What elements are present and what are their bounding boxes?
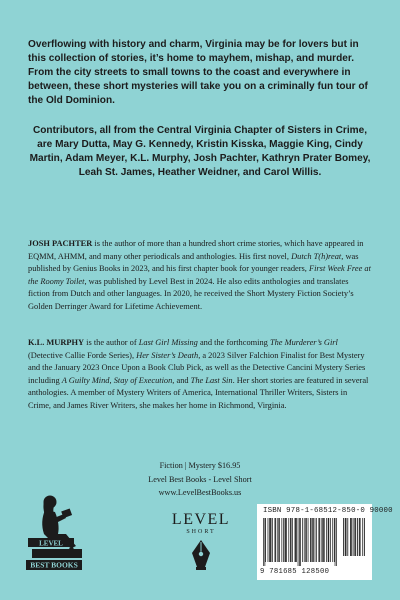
book-title: A Guilty Mind [61,375,110,385]
isbn-text: ISBN 978-1-68512-850-0 90000 [263,507,393,515]
blurb-text: Overflowing with history and charm, Virginia may be for lovers but in this collection of stories, it’s home to mayhem, mishap, and murder. From the city streets to small towns to the coast and everywhere in between, these short mysteries will take you on a criminally fun tour of the Old Dominion. [28,39,368,106]
bio-text: (Detective Callie Forde Series), [28,350,137,360]
woman-reading-on-books-icon [14,488,104,584]
pen-nib-icon [190,539,212,571]
imprint-logo [170,512,232,582]
author-bio-pachter [28,238,372,314]
book-title: Last Girl Missing [138,338,198,347]
author-name: K.L. MURPHY [28,338,85,347]
book-title: Dutch T(h)reat [291,251,342,261]
book-title: First Week Free at the Roomy Toilet [28,264,371,286]
imprint-word: LEVEL [171,511,231,528]
contributors-text: Contributors, all from the Central Virginia Chapter of Sisters in Crime, are Mary Dutta, May G. Kennedy, Kristin Kisska, Maggie King, Cindy Martin, Adam Meyer, K.L. Murphy, Josh Pachter, Kathryn Prater Bomey, Leah St. James, Heather Weidner, and Carol Willis. [29,125,371,178]
book-title: Her Sister’s Death [136,350,199,360]
barcode-number: 9 781685 128500 [260,568,330,576]
book-title: The Last Sin [190,375,233,385]
author-name: JOSH PACHTER [28,239,93,248]
bio-text: , and [172,375,191,385]
publisher-line: Level Best Books - Level Short [148,474,252,484]
bio-text: , was published by Genius Books in 2023, and his first chapter book for younger readers, [28,251,359,274]
logo-text-bottom: BEST BOOKS [30,560,78,570]
book-title: The Murderer’s Girl [269,338,338,347]
bio-text: , a 2023 Silver Falchion Finalist for Best Mystery and the January 2023 Once Upon a Book Club Pick, as well as the Detective Cancini Mystery Series including [28,350,366,385]
bio-text: . Her short stories are featured in several anthologies. A member of Mystery Writers of America, International Thriller Writers, Sisters in Crime, and James River Writers, she makes her home in Richmond, Virginia. [28,375,369,410]
barcode [257,504,393,580]
publisher-logo [14,488,104,584]
bio-text: , [109,375,114,385]
genre-price: Fiction | Mystery $16.95 [159,461,241,470]
publisher-url: www.LevelBestBooks.us [158,488,242,497]
bio-text: and the forthcoming [197,338,270,347]
bio-text: is the author of [84,338,139,347]
bio-text: , was published by Level Best in 2024. He also edits anthologies and translates fiction from Dutch and other languages. In 2020, he received the Short Mystery Fiction Society’s Golden Derringer Award for Lifetime Achievement. [28,276,354,311]
bio-text: is the author of more than a hundred short crime stories, which have appeared in EQMM, AHMM, and many other periodicals and anthologies. His first novel, [28,239,364,261]
logo-text-top: LEVEL [39,539,63,548]
book-title: Stay of Execution [113,375,173,385]
barcode-bars [263,518,367,566]
addon-code: 90000 [369,507,393,515]
imprint-sub: SHORT [186,529,216,535]
author-bio-murphy [28,337,372,413]
